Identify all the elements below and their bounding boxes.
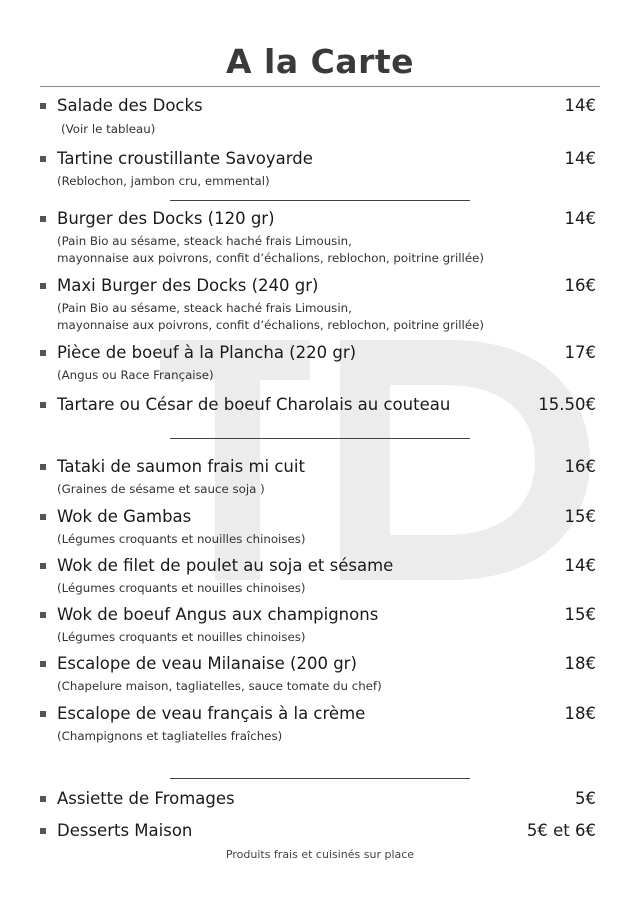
menu-item-name: Escalope de veau français à la crème <box>57 704 366 723</box>
menu-item-row <box>40 789 596 813</box>
menu-item-name: Wok de boeuf Angus aux champignons <box>57 605 379 624</box>
bullet-icon <box>40 216 46 222</box>
menu-item <box>40 654 596 695</box>
menu-item <box>40 457 596 498</box>
menu-item <box>40 507 596 548</box>
menu-item-name: Wok de Gambas <box>57 507 192 526</box>
menu-item-name: Escalope de veau Milanaise (200 gr) <box>57 654 357 673</box>
menu-item-description: (Légumes croquants et nouilles chinoises) <box>57 581 306 595</box>
bullet-icon <box>40 711 46 717</box>
menu-item-price: 15€ <box>564 507 596 526</box>
menu-item-row <box>40 654 596 678</box>
menu-item-description: (Légumes croquants et nouilles chinoises) <box>57 630 306 644</box>
menu-item <box>40 149 596 190</box>
menu-item-price: 14€ <box>564 209 596 228</box>
menu-item-name: Burger des Docks (120 gr) <box>57 209 275 228</box>
menu-item-price: 5€ <box>575 789 596 808</box>
menu-item-name: Maxi Burger des Docks (240 gr) <box>57 276 319 295</box>
bullet-icon <box>40 514 46 520</box>
footer-note: Produits frais et cuisinés sur place <box>225 848 415 861</box>
section-divider <box>170 200 470 201</box>
menu-item-price: 16€ <box>564 457 596 476</box>
menu-item-price: 15€ <box>564 605 596 624</box>
menu-item-description: (Reblochon, jambon cru, emmental) <box>57 174 270 188</box>
bullet-icon <box>40 156 46 162</box>
menu-item-row <box>40 457 596 481</box>
menu-item-name: Wok de filet de poulet au soja et sésame <box>57 556 394 575</box>
menu-item-row <box>40 821 596 845</box>
menu-item-row <box>40 556 596 580</box>
menu-item-row <box>40 209 596 233</box>
menu-item-description: mayonnaise aux poivrons, confit d’échalions, reblochon, poitrine grillée) <box>57 251 484 265</box>
menu-item-row <box>40 276 596 300</box>
menu-item-description: (Graines de sésame et sauce soja ) <box>57 482 265 496</box>
menu-item <box>40 343 596 384</box>
bullet-icon <box>40 350 46 356</box>
menu-item-row <box>40 704 596 728</box>
menu-item-price: 17€ <box>564 343 596 362</box>
menu-item <box>40 395 596 419</box>
bullet-icon <box>40 612 46 618</box>
menu-item-price: 15.50€ <box>538 395 596 414</box>
menu-item-description: (Pain Bio au sésame, steack haché frais Limousin, <box>57 234 352 248</box>
menu-item-row <box>40 605 596 629</box>
bullet-icon <box>40 283 46 289</box>
bullet-icon <box>40 402 46 408</box>
menu-item-row <box>40 507 596 531</box>
menu-item-row <box>40 96 596 120</box>
menu-item-price: 18€ <box>564 654 596 673</box>
menu-item <box>40 209 596 267</box>
menu-item <box>40 96 596 138</box>
bullet-icon <box>40 464 46 470</box>
menu-item-description: mayonnaise aux poivrons, confit d’échalions, reblochon, poitrine grillée) <box>57 318 484 332</box>
menu-item <box>40 556 596 597</box>
menu-item-name: Salade des Docks <box>57 96 203 115</box>
menu-item-name: Tartare ou César de boeuf Charolais au couteau <box>57 395 451 414</box>
menu-item-price: 14€ <box>564 149 596 168</box>
menu-item <box>40 276 596 334</box>
menu-item-row <box>40 149 596 173</box>
bullet-icon <box>40 796 46 802</box>
menu-item <box>40 605 596 646</box>
menu-item-description: (Pain Bio au sésame, steack haché frais Limousin, <box>57 301 352 315</box>
menu-item-description: (Champignons et tagliatelles fraîches) <box>57 729 283 743</box>
section-divider <box>170 438 470 439</box>
bullet-icon <box>40 563 46 569</box>
menu-item <box>40 704 596 745</box>
menu-item-description: (Légumes croquants et nouilles chinoises) <box>57 532 306 546</box>
bullet-icon <box>40 661 46 667</box>
menu-item-name: Tartine croustillante Savoyarde <box>57 149 313 168</box>
menu-item-name: Tataki de saumon frais mi cuit <box>57 457 305 476</box>
menu-item-row <box>40 343 596 367</box>
page-title: A la Carte <box>225 42 414 81</box>
bullet-icon <box>40 103 46 109</box>
menu-item-name: Assiette de Fromages <box>57 789 235 808</box>
menu-item-price: 5€ et 6€ <box>526 821 596 840</box>
menu-item <box>40 789 596 813</box>
menu-item-price: 16€ <box>564 276 596 295</box>
menu-item-row <box>40 395 596 419</box>
menu-item-description: (Chapelure maison, tagliatelles, sauce tomate du chef) <box>57 679 382 693</box>
section-divider <box>170 778 470 779</box>
menu-item-price: 14€ <box>564 556 596 575</box>
menu-item-description: (Voir le tableau) <box>61 122 156 136</box>
menu-item-price: 14€ <box>564 96 596 115</box>
menu-item-name: Pièce de boeuf à la Plancha (220 gr) <box>57 343 357 362</box>
menu-item-name: Desserts Maison <box>57 821 193 840</box>
menu-item <box>40 821 596 845</box>
bullet-icon <box>40 828 46 834</box>
menu-item-price: 18€ <box>564 704 596 723</box>
menu-item-description: (Angus ou Race Française) <box>57 368 214 382</box>
